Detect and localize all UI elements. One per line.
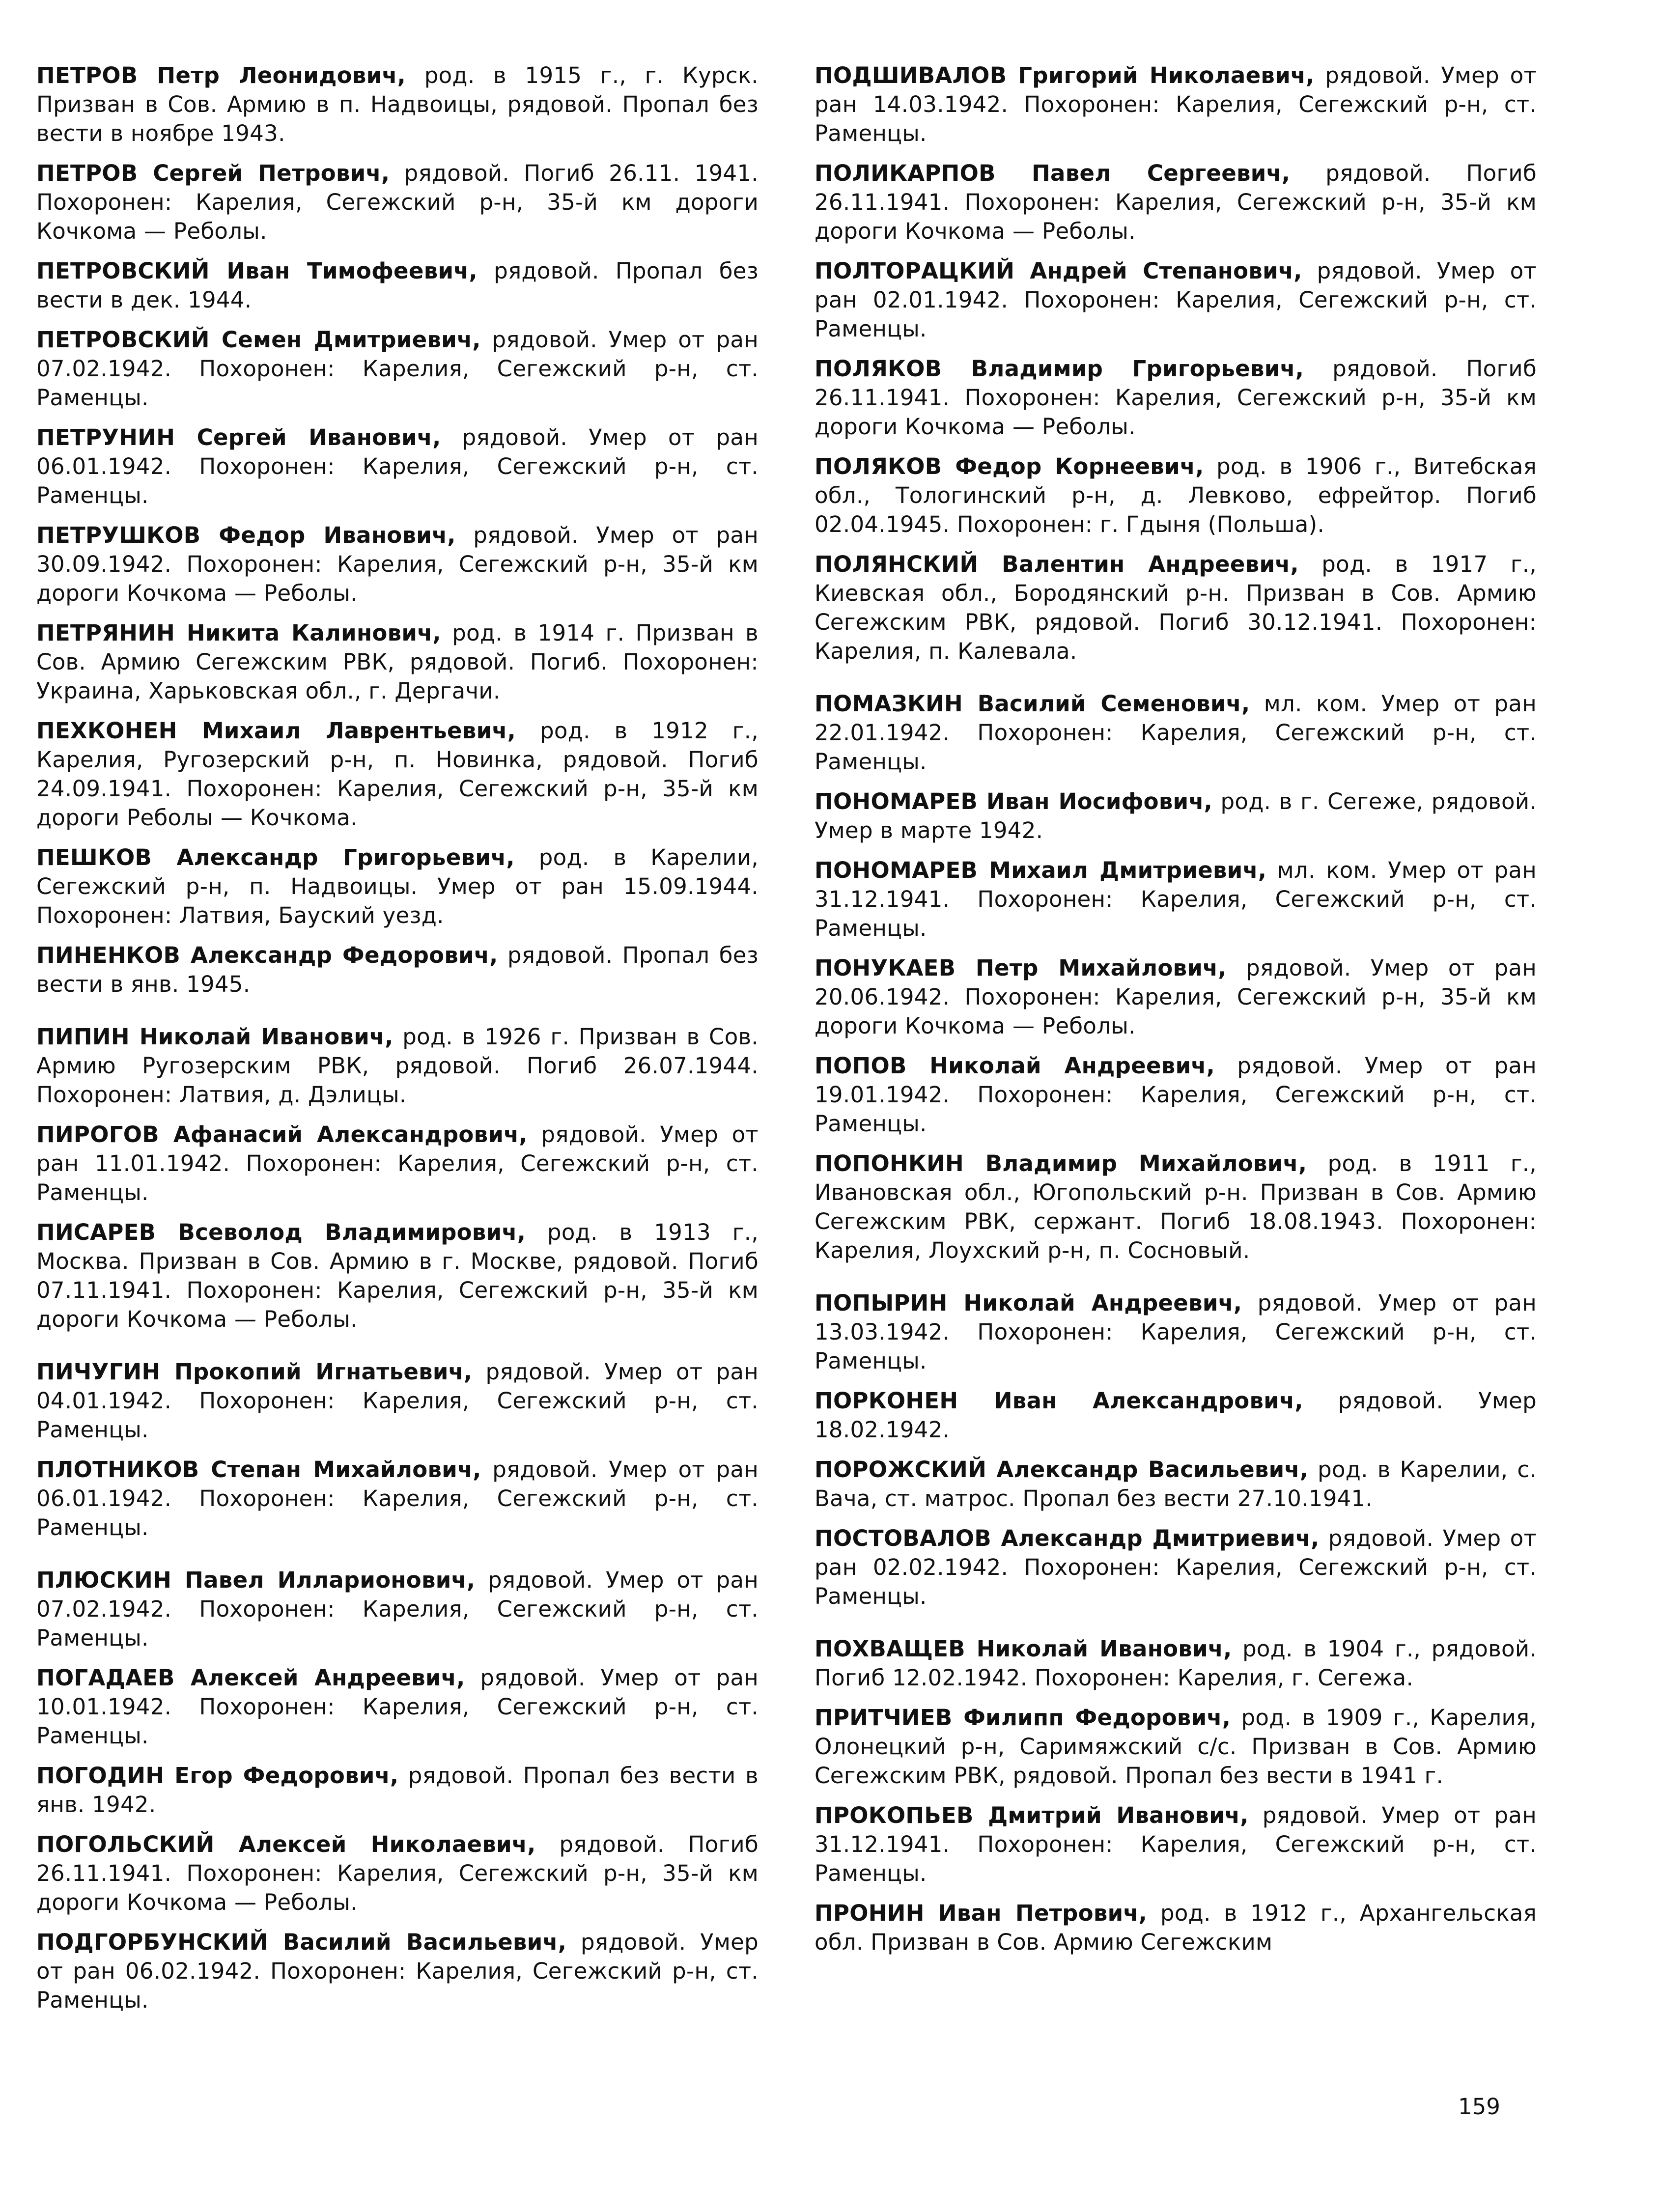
list-item [36, 325, 759, 412]
person-name: ПИСАРЕВ Всеволод Владимирович, [36, 1219, 526, 1245]
entry-text: рядовой. Умер от ран 10.01.1942. Похоронен: Карелия, Сегежский р-н, ст. Раменцы. [36, 1665, 759, 1749]
entry-text: рядовой. Умер от ран 13.03.1942. Похоронен: Карелия, Сегежский р-н, ст. Раменцы. [815, 1290, 1537, 1374]
entry-text: род. в 1912 г., Карелия, Ругозерский р-н, п. Новинка, рядовой. Погиб 24.09.1941. Похоронен: Карелия, Сегежский р-н, 35-й км дороги Реболы — Кочкома. [36, 718, 759, 831]
person-name: ПРОКОПЬЕВ Дмитрий Иванович, [815, 1802, 1249, 1828]
list-item [815, 856, 1537, 943]
entry-text: род. в 1911 г., Ивановская обл., Югопольский р-н. Призван в Сов. Армию Сегежским РВК, сержант. Погиб 18.08.1943. Похоронен: Карелия, Лоухский р-н, п. Сосновый. [815, 1150, 1537, 1263]
person-name: ПОПЫРИН Николай Андреевич, [815, 1290, 1242, 1316]
person-name: ПОДШИВАЛОВ Григорий Николаевич, [815, 62, 1315, 88]
person-name: ПИНЕНКОВ Александр Федорович, [36, 942, 498, 968]
person-name: ПОНОМАРЕВ Михаил Дмитриевич, [815, 857, 1267, 883]
person-name: ПОМАЗКИН Василий Семенович, [815, 691, 1250, 717]
person-name: ПОНУКАЕВ Петр Михайлович, [815, 955, 1227, 981]
entry-text: рядовой. Погиб 26.11.1941. Похоронен: Карелия, Сегежский р-н, 35-й км дороги Кочкома — Реболы. [815, 356, 1537, 440]
list-item [36, 1566, 759, 1652]
person-name: ПРОНИН Иван Петрович, [815, 1900, 1148, 1926]
person-name: ПОЛЯКОВ Владимир Григорьевич, [815, 356, 1304, 382]
list-item [36, 61, 759, 148]
entry-text: рядовой. Умер от ран 02.02.1942. Похоронен: Карелия, Сегежский р-н, ст. Раменцы. [815, 1525, 1537, 1609]
entry-text: рядовой. Погиб 26.11.1941. Похоронен: Карелия, Сегежский р-н, 35-й км дороги Кочкома — Реболы. [36, 1831, 759, 1915]
entry-text: род. в 1917 г., Киевская обл., Бородянский р-н. Призван в Сов. Армию Сегежским РВК, рядовой. Погиб 30.12.1941. Похоронен: Карелия, п. Калевала. [815, 551, 1537, 664]
entry-text: рядовой. Умер от ран 06.01.1942. Похоронен: Карелия, Сегежский р-н, ст. Раменцы. [36, 1456, 759, 1540]
person-name: ПЕТРУНИН Сергей Иванович, [36, 424, 441, 450]
list-item [36, 1218, 759, 1334]
person-name: ПОЛЯКОВ Федор Корнеевич, [815, 453, 1204, 479]
entry-text: род. в 1926 г. Призван в Сов. Армию Ругозерским РВК, рядовой. Погиб 26.07.1944. Похоронен: Латвия, д. Дэлицы. [36, 1024, 759, 1108]
entry-text: род. в 1909 г., Карелия, Олонецкий р-н, Саримяжский с/с. Призван в Сов. Армию Сегежским РВК, рядовой. Пропал без вести в 1941 г. [815, 1705, 1537, 1789]
list-item [36, 1022, 759, 1109]
person-name: ПОПОВ Николай Андреевич, [815, 1053, 1215, 1079]
list-item [36, 1761, 759, 1819]
list-item [815, 550, 1537, 666]
person-name: ПОГОДИН Егор Федорович, [36, 1763, 399, 1789]
left-column [36, 61, 759, 2025]
person-name: ПИРОГОВ Афанасий Александрович, [36, 1121, 528, 1148]
list-item [815, 1899, 1537, 1957]
list-item [815, 159, 1537, 246]
entry-text: род. в 1904 г., рядовой. Погиб 12.02.1942. Похоронен: Карелия, г. Сегежа. [815, 1636, 1537, 1691]
entry-text: рядовой. Пропал без вести в дек. 1944. [36, 258, 759, 313]
entry-text: рядовой. Умер от ран 06.02.1942. Похоронен: Карелия, Сегежский р-н, ст. Раменцы. [36, 1929, 759, 2013]
list-item [36, 521, 759, 608]
entry-text: рядовой. Пропал без вести в янв. 1945. [36, 942, 759, 997]
list-item [815, 1288, 1537, 1375]
list-item [36, 423, 759, 510]
person-name: ПИЧУГИН Прокопий Игнатьевич, [36, 1359, 473, 1385]
list-item [815, 61, 1537, 148]
entry-text: рядовой. Умер от ран 07.02.1942. Похоронен: Карелия, Сегежский р-н, ст. Раменцы. [36, 327, 759, 411]
person-name: ПОДГОРБУНСКИЙ Василий Васильевич, [36, 1929, 567, 1955]
entry-text: рядовой. Погиб 26.11. 1941. Похоронен: Карелия, Сегежский р-н, 35-й км дороги Кочкома — Реболы. [36, 160, 759, 244]
list-item [815, 1703, 1537, 1790]
list-item [36, 1928, 759, 2015]
entry-text: рядовой. Умер 18.02.1942. [815, 1388, 1537, 1443]
entry-text: род. в 1914 г. Призван в Сов. Армию Сегежским РВК, рядовой. Погиб. Похоронен: Украина, Харьковская обл., г. Дергачи. [36, 620, 759, 704]
person-name: ПОЛЯНСКИЙ Валентин Андреевич, [815, 551, 1299, 577]
entry-text: рядовой. Умер от ран 06.01.1942. Похоронен: Карелия, Сегежский р-н, ст. Раменцы. [36, 424, 759, 508]
entry-text: мл. ком. Умер от ран 22.01.1942. Похоронен: Карелия, Сегежский р-н, ст. Раменцы. [815, 691, 1537, 775]
entry-text: род. в Карелии, Сегежский р-н, п. Надвоицы. Умер от ран 15.09.1944. Похоронен: Латвия, Бауский уезд. [36, 844, 759, 928]
list-item [815, 1634, 1537, 1692]
list-item [815, 689, 1537, 776]
entry-text: рядовой. Умер от ран 31.12.1941. Похоронен: Карелия, Сегежский р-н, ст. Раменцы. [815, 1802, 1537, 1886]
list-item [815, 1524, 1537, 1611]
list-item [815, 1455, 1537, 1513]
entry-text: рядовой. Умер от ран 14.03.1942. Похоронен: Карелия, Сегежский р-н, ст. Раменцы. [815, 62, 1537, 146]
entry-text: рядовой. Умер от ран 11.01.1942. Похоронен: Карелия, Сегежский р-н, ст. Раменцы. [36, 1121, 759, 1205]
person-name: ПОЛИКАРПОВ Павел Сергеевич, [815, 160, 1291, 186]
entry-text: рядовой. Умер от ран 30.09.1942. Похоронен: Карелия, Сегежский р-н, 35-й км дороги Кочкома — Реболы. [36, 522, 759, 606]
list-item [815, 1801, 1537, 1888]
right-column [815, 61, 1537, 1967]
person-name: ПОНОМАРЕВ Иван Иосифович, [815, 788, 1213, 814]
entry-text: мл. ком. Умер от ран 31.12.1941. Похоронен: Карелия, Сегежский р-н, ст. Раменцы. [815, 857, 1537, 941]
entry-text: рядовой. Умер от ран 19.01.1942. Похоронен: Карелия, Сегежский р-н, ст. Раменцы. [815, 1053, 1537, 1137]
entry-text: рядовой. Умер от ран 02.01.1942. Похоронен: Карелия, Сегежский р-н, ст. Раменцы. [815, 258, 1537, 342]
list-item [36, 1830, 759, 1917]
list-item [815, 1051, 1537, 1138]
person-name: ПОГАДАЕВ Алексей Андреевич, [36, 1665, 465, 1691]
entry-text: рядовой. Погиб 26.11.1941. Похоронен: Карелия, Сегежский р-н, 35-й км дороги Кочкома — Реболы. [815, 160, 1537, 244]
person-name: ПЕШКОВ Александр Григорьевич, [36, 844, 515, 870]
person-name: ПЕХКОНЕН Михаил Лаврентьевич, [36, 718, 516, 744]
entry-text: рядовой. Умер от ран 07.02.1942. Похоронен: Карелия, Сегежский р-н, ст. Раменцы. [36, 1567, 759, 1651]
entry-text: род. в 1912 г., Архангельская обл. Призван в Сов. Армию Сегежским [815, 1900, 1537, 1955]
list-item [815, 354, 1537, 441]
person-name: ПРИТЧИЕВ Филипп Федорович, [815, 1705, 1231, 1731]
page-number: 159 [1458, 2094, 1500, 2120]
list-item [815, 452, 1537, 539]
person-name: ПЕТРУШКОВ Федор Иванович, [36, 522, 456, 548]
list-item [815, 256, 1537, 343]
person-name: ПЛОТНИКОВ Степан Михайлович, [36, 1456, 481, 1483]
person-name: ПОРКОНЕН Иван Александрович, [815, 1388, 1303, 1414]
entry-text: род. в 1913 г., Москва. Призван в Сов. Армию в г. Москве, рядовой. Погиб 07.11.1941. Похоронен: Карелия, Сегежский р-н, 35-й км дороги Кочкома — Реболы. [36, 1219, 759, 1332]
person-name: ПЕТРОВСКИЙ Семен Дмитриевич, [36, 327, 481, 353]
person-name: ПЕТРЯНИН Никита Калинович, [36, 620, 441, 646]
entry-text: род. в Карелии, с. Вача, ст. матрос. Пропал без вести 27.10.1941. [815, 1456, 1537, 1512]
list-item [36, 159, 759, 246]
entry-text: рядовой. Умер от ран 20.06.1942. Похоронен: Карелия, Сегежский р-н, 35-й км дороги Кочкома — Реболы. [815, 955, 1537, 1039]
list-item [36, 843, 759, 930]
person-name: ПИПИН Николай Иванович, [36, 1024, 393, 1050]
entry-text: род. в г. Сегеже, рядовой. Умер в марте 1942. [815, 788, 1537, 843]
entry-text: род. в 1915 г., г. Курск. Призван в Сов. Армию в п. Надвоицы, рядовой. Пропал без вести в ноябре 1943. [36, 62, 759, 146]
list-item [36, 716, 759, 832]
person-name: ПОХВАЩЕВ Николай Иванович, [815, 1636, 1232, 1662]
list-item [815, 1386, 1537, 1444]
list-item [36, 1120, 759, 1207]
list-item [36, 1663, 759, 1750]
entry-text: род. в 1906 г., Витебская обл., Тологинский р-н, д. Левково, ефрейтор. Погиб 02.04.1945. Похоронен: г. Гдыня (Польша). [815, 453, 1537, 537]
list-item [36, 1357, 759, 1444]
person-name: ПОПОНКИН Владимир Михайлович, [815, 1150, 1307, 1176]
person-name: ПЕТРОВ Петр Леонидович, [36, 62, 406, 88]
person-name: ПОЛТОРАЦКИЙ Андрей Степанович, [815, 258, 1302, 284]
person-name: ПЛЮСКИН Павел Илларионович, [36, 1567, 476, 1593]
person-name: ПОГОЛЬСКИЙ Алексей Николаевич, [36, 1831, 536, 1857]
entry-text: рядовой. Умер от ран 04.01.1942. Похоронен: Карелия, Сегежский р-н, ст. Раменцы. [36, 1359, 759, 1443]
list-item [815, 953, 1537, 1040]
person-name: ПОСТОВАЛОВ Александр Дмитриевич, [815, 1525, 1320, 1551]
list-item [815, 787, 1537, 845]
person-name: ПЕТРОВ Сергей Петрович, [36, 160, 390, 186]
list-item [36, 1455, 759, 1542]
entry-text: рядовой. Пропал без вести в янв. 1942. [36, 1763, 759, 1818]
person-name: ПОРОЖСКИЙ Александр Васильевич, [815, 1456, 1309, 1483]
list-item [36, 941, 759, 999]
person-name: ПЕТРОВСКИЙ Иван Тимофеевич, [36, 258, 478, 284]
list-item [815, 1149, 1537, 1265]
list-item [36, 256, 759, 314]
list-item [36, 618, 759, 705]
